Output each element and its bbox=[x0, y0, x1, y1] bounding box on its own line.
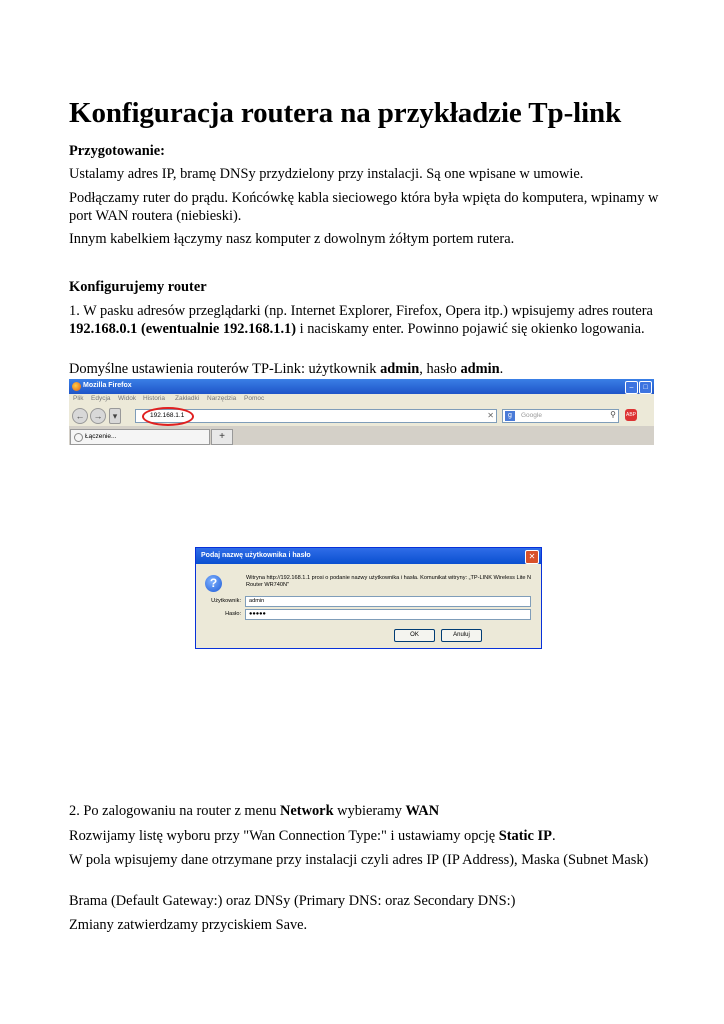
prep-paragraph-3: Innym kabelkiem łączymy nasz komputer z dowolnym żółtym portem rutera. bbox=[69, 231, 515, 247]
menu-item-narzedzia[interactable]: Narzędzia bbox=[207, 395, 237, 402]
firefox-window-title: Mozilla Firefox bbox=[83, 382, 132, 389]
ok-button[interactable]: OK bbox=[394, 629, 435, 642]
cancel-button[interactable]: Anuluj bbox=[441, 629, 482, 642]
step1-paragraph: 1. W pasku adresów przeglądarki (np. Internet Explorer, Firefox, Opera itp.) wpisujemy adres routera 192.168.0.1 (ewentualnie 192.168.1.1) i naciskamy enter. Powinno pojawić się okienko logowania. bbox=[69, 303, 653, 337]
forward-icon[interactable]: → bbox=[90, 408, 106, 424]
network-menu-name: Network bbox=[280, 803, 334, 819]
wan-type-paragraph: Rozwijamy listę wyboru przy "Wan Connection Type:" i ustawiamy opcję Static IP. bbox=[69, 828, 556, 844]
tab-label: Łączenie... bbox=[85, 433, 117, 440]
prep-heading: Przygotowanie: bbox=[69, 143, 165, 159]
dialog-message: Witryna http://192.168.1.1 prosi o podanie nazwy użytkownika i hasła. Komunikat witryny: „TP-LINK Wireless Lite N Router WR740N" bbox=[246, 575, 532, 588]
maximize-icon[interactable]: □ bbox=[639, 381, 652, 394]
dialog-titlebar bbox=[196, 548, 541, 564]
address-bar[interactable] bbox=[135, 409, 497, 423]
username-value: admin bbox=[249, 598, 265, 604]
menu-item-historia[interactable]: Historia bbox=[143, 395, 166, 402]
config-heading: Konfigurujemy router bbox=[69, 279, 207, 295]
prep-paragraph-1: Ustalamy adres IP, bramę DNSy przydzielony przy instalacji. Są one wpisane w umowie. bbox=[69, 166, 584, 182]
search-box[interactable] bbox=[502, 409, 619, 423]
question-icon: ? bbox=[205, 575, 222, 592]
login-dialog bbox=[195, 547, 542, 649]
static-ip-option: Static IP bbox=[498, 828, 552, 844]
defaults-paragraph: Domyślne ustawienia routerów TP-Link: użytkownik admin, hasło admin. bbox=[69, 361, 504, 377]
address-input[interactable]: 192.168.1.1 bbox=[150, 412, 185, 419]
firefox-tabbar bbox=[69, 426, 654, 445]
search-input[interactable]: Google bbox=[521, 412, 542, 419]
wan-menu-name: WAN bbox=[405, 803, 440, 819]
menu-item-widok[interactable]: Widok bbox=[118, 395, 137, 402]
prep-paragraph-2: Podłączamy ruter do prądu. Końcówkę kabla sieciowego która była wpięta do komputera, wpinamy w port WAN routera (niebieski). bbox=[69, 190, 659, 224]
firefox-titlebar bbox=[69, 379, 654, 394]
dialog-title: Podaj nazwę użytkownika i hasło bbox=[201, 552, 311, 559]
menu-item-plik[interactable]: Plik bbox=[73, 395, 84, 402]
dropdown-icon[interactable]: ▾ bbox=[109, 408, 121, 424]
password-label: Hasło: bbox=[225, 611, 241, 617]
username-label: Użytkownik: bbox=[211, 598, 241, 604]
back-icon[interactable]: ← bbox=[72, 408, 88, 424]
menu-item-pomoc[interactable]: Pomoc bbox=[244, 395, 265, 402]
firefox-menubar bbox=[69, 394, 654, 404]
password-field[interactable] bbox=[245, 609, 531, 620]
close-icon[interactable]: ✕ bbox=[525, 550, 539, 564]
username-field[interactable] bbox=[245, 596, 531, 607]
search-icon[interactable]: ⚲ bbox=[610, 410, 616, 419]
gateway-paragraph: Brama (Default Gateway:) oraz DNSy (Primary DNS: oraz Secondary DNS:) bbox=[69, 893, 516, 909]
google-icon: g bbox=[505, 411, 515, 421]
save-paragraph: Zmiany zatwierdzamy przyciskiem Save. bbox=[69, 917, 308, 933]
spinner-icon bbox=[74, 433, 83, 442]
new-tab-icon[interactable]: + bbox=[211, 429, 233, 445]
stop-icon[interactable]: ✕ bbox=[487, 411, 494, 420]
firefox-logo-icon bbox=[72, 382, 81, 391]
fields-paragraph: W pola wpisujemy dane otrzymane przy instalacji czyli adres IP (IP Address), Maska (Subnet Mask) bbox=[69, 852, 649, 868]
adblock-icon[interactable]: ABP bbox=[625, 409, 637, 421]
menu-item-edycja[interactable]: Edycja bbox=[91, 395, 111, 402]
minimize-icon[interactable]: – bbox=[625, 381, 638, 394]
router-address: 192.168.0.1 (ewentualnie 192.168.1.1) bbox=[69, 320, 297, 337]
password-value: ●●●●● bbox=[249, 611, 266, 617]
firefox-screenshot bbox=[69, 379, 654, 445]
menu-item-zakladki[interactable]: Zakładki bbox=[175, 395, 200, 402]
firefox-navbar bbox=[69, 404, 654, 426]
tab-loading[interactable] bbox=[70, 429, 210, 445]
default-pass: admin bbox=[460, 361, 500, 377]
document-title: Konfiguracja routera na przykładzie Tp-link bbox=[69, 97, 622, 129]
default-user: admin bbox=[380, 361, 420, 377]
step2-paragraph: 2. Po zalogowaniu na router z menu Network wybieramy WAN bbox=[69, 803, 440, 819]
